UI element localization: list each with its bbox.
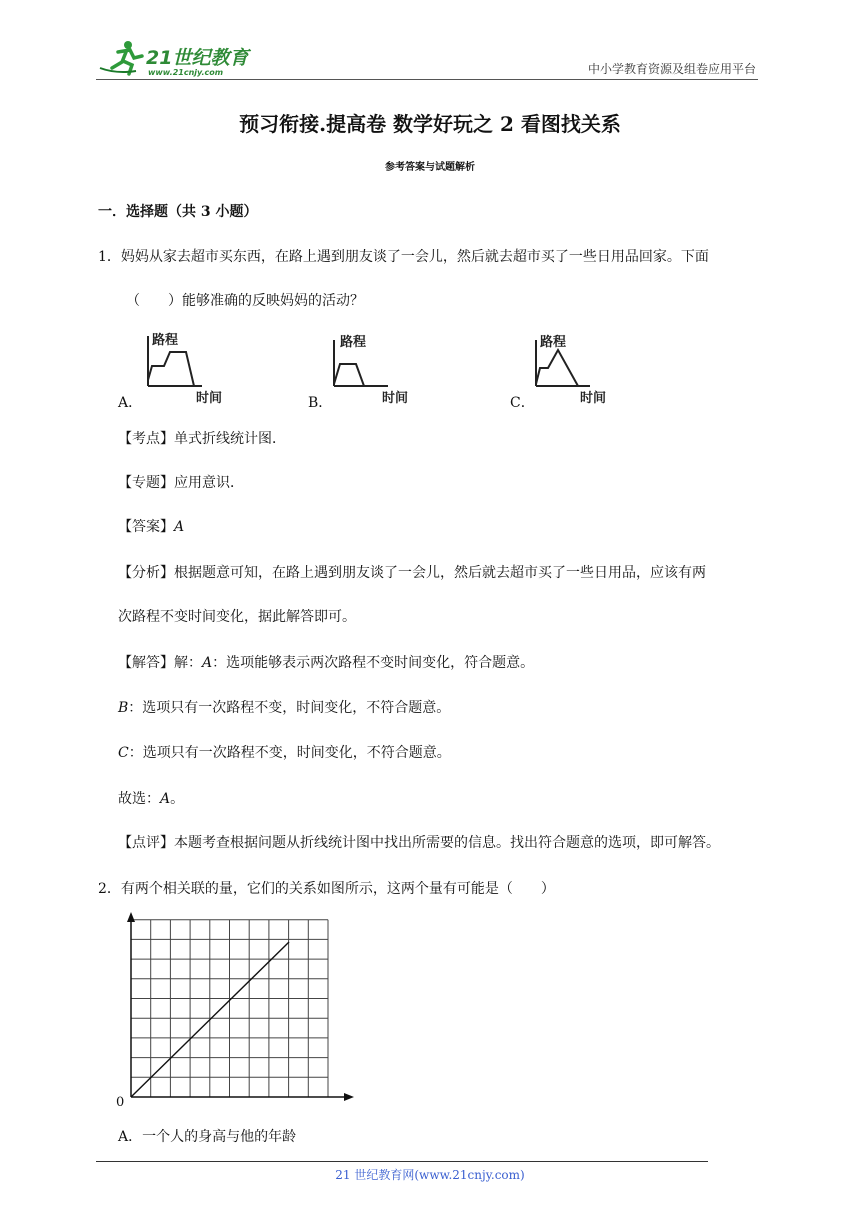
page-subtitle: 参考答案与试题解析 [385,162,475,173]
q1-fenxi-line1: 【分析】根据题意可知，在路上遇到朋友谈了一会儿，然后就去超市买了一些日用品，应该有两 [118,565,706,581]
q1-line-c [118,744,451,762]
q1-line-b-letter: B [118,700,129,716]
q1-jieda-prefix: 【解答】解： [118,655,202,671]
q1-c-x-axis-label: 时间 [580,391,607,406]
q1-zhuanti: 【专题】应用意识． [118,475,244,491]
q1-line-b [118,699,450,717]
logo-url: www.21cnjy.com [148,68,224,77]
q1-option-b-chart [326,332,416,407]
q2-stem: 2．有两个相关联的量，它们的关系如图所示，这两个量有可能是（ ） [98,881,555,897]
logo-text: 21世纪教育 [146,47,249,69]
q2-grid [131,920,328,1097]
header-divider [96,79,758,80]
q1-gu [118,790,184,808]
q1-option-a-label: A． [118,395,143,411]
q1-gu-suffix: 。 [170,791,185,807]
q1-stem-line2: （ ）能够准确的反映妈妈的活动？ [126,293,364,309]
q1-answer-prefix: 【答案】 [118,519,174,535]
q1-answer-value: A [174,519,185,535]
q1-jieda-rest: ：选项能够表示两次路程不变时间变化，符合题意。 [212,655,535,671]
q1-option-c-label: C． [510,395,535,411]
q1-option-a-chart [140,326,230,406]
platform-name: 中小学教育资源及组卷应用平台 [587,62,756,76]
q2-option-a: A．一个人的身高与他的年龄 [118,1129,297,1145]
q1-c-y-axis-label: 路程 [540,335,567,350]
q1-a-line [148,352,194,386]
q1-a-x-axis-label: 时间 [196,391,223,406]
q2-graph [112,910,362,1110]
q1-line-c-rest: ：选项只有一次路程不变，时间变化，不符合题意。 [128,745,451,761]
q1-gu-value: A [160,791,171,807]
q1-stem-line1: 1．妈妈从家去超市买东西，在路上遇到朋友谈了一会儿，然后就去超市买了一些日用品回家。下面 [98,249,709,265]
q1-fenxi-line2: 次路程不变时间变化，据此解答即可。 [118,609,356,625]
q1-dianping: 【点评】本题考查根据问题从折线统计图中找出所需要的信息。找出符合题意的选项，即可解答。 [118,835,720,851]
footer-text: 21 世纪教育网(www.21cnjy.com) [335,1168,525,1182]
q1-answer [118,518,184,536]
q1-c-line [536,350,578,386]
q1-jieda-a: A [202,655,213,671]
page-title: 预习衔接.提高卷 数学好玩之 2 看图找关系 [239,112,621,136]
q1-b-x-axis-label: 时间 [382,391,409,406]
q1-b-line [334,364,364,386]
q2-origin-label: 0 [116,1095,125,1110]
q1-b-y-axis-label: 路程 [340,335,367,350]
q1-gu-prefix: 故选： [118,791,160,807]
site-logo [96,38,266,78]
q2-y-arrow [127,912,135,922]
q1-line-b-rest: ：选项只有一次路程不变，时间变化，不符合题意。 [128,700,451,716]
q1-option-c-chart [528,332,618,407]
q1-a-y-axis-label: 路程 [152,333,179,348]
q1-line-c-letter: C [118,745,129,761]
q1-kaodian: 【考点】单式折线统计图． [118,431,286,447]
q1-jieda [118,654,534,672]
section-heading: 一．选择题（共 3 小题） [98,204,258,220]
q1-option-b-label: B． [308,395,333,411]
runner-logo-icon [100,41,142,74]
q2-x-arrow [344,1093,354,1101]
footer-divider [96,1161,708,1162]
